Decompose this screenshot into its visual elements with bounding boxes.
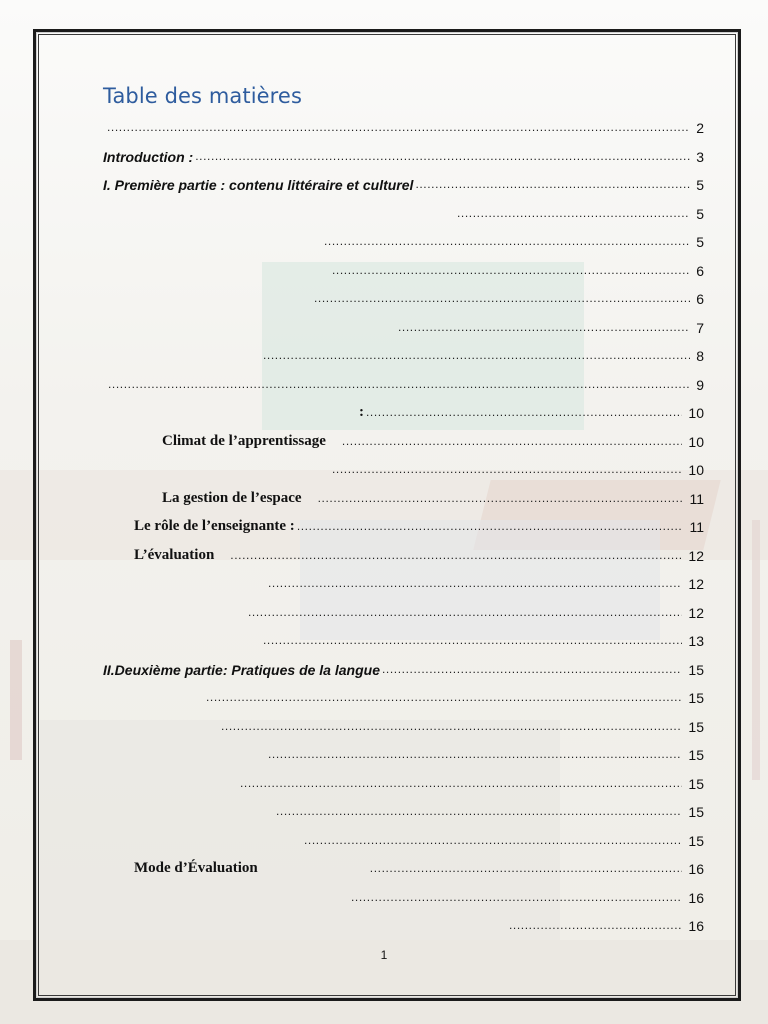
- toc-entry[interactable]: [322, 230, 704, 250]
- toc-entry-mode-evaluation[interactable]: Mode d’Évaluation ..... 16: [134, 857, 704, 877]
- toc-entry[interactable]: [302, 829, 704, 849]
- dot-leader: [248, 605, 682, 621]
- toc-page-number: 3: [696, 149, 704, 165]
- toc-entry[interactable]: [507, 914, 704, 934]
- toc-entry[interactable]: [330, 458, 704, 478]
- toc-page-number: 11: [689, 491, 704, 507]
- dot-leader: [324, 234, 690, 250]
- dot-leader: [108, 377, 690, 393]
- toc-page-number: 9: [696, 377, 704, 393]
- toc-title: Table des matières: [103, 84, 302, 108]
- toc-page-number: 15: [688, 776, 704, 792]
- dot-leader: [230, 548, 682, 564]
- dot-leader: [314, 291, 690, 307]
- dot-leader: [276, 804, 682, 820]
- toc-page-number: 2: [696, 120, 704, 136]
- toc-entry-gestion-espace[interactable]: La gestion de l’espace ..... 11: [162, 487, 704, 507]
- toc-entry[interactable]: [330, 259, 704, 279]
- toc-entry[interactable]: [349, 886, 704, 906]
- toc-entry[interactable]: [396, 316, 704, 336]
- toc-page-number: 6: [696, 291, 704, 307]
- toc-entry[interactable]: [455, 202, 704, 222]
- toc-entry[interactable]: [106, 373, 704, 393]
- toc-page-number: 6: [696, 263, 704, 279]
- toc-entry-role-enseignante[interactable]: Le rôle de l’enseignante : ..... 11: [134, 515, 704, 535]
- toc-page-number: 15: [688, 662, 704, 678]
- toc-page-number: 15: [688, 833, 704, 849]
- dot-leader: [263, 348, 690, 364]
- dot-leader: [206, 690, 682, 706]
- dot-leader: [268, 747, 682, 763]
- toc-page-number: 13: [688, 633, 704, 649]
- dot-leader: [382, 662, 682, 678]
- toc-entry-introduction[interactable]: Introduction : ..... 3: [103, 145, 704, 165]
- toc-page-number: 12: [688, 576, 704, 592]
- dot-leader: [221, 719, 682, 735]
- toc-page-number: 8: [696, 348, 704, 364]
- toc-page-number: 12: [688, 548, 704, 564]
- toc-page-number: 16: [688, 890, 704, 906]
- toc-page-number: 11: [689, 519, 704, 535]
- toc-page-number: 15: [688, 719, 704, 735]
- dot-leader: [297, 519, 684, 535]
- dot-leader: [366, 405, 682, 421]
- dot-leader: [351, 890, 682, 906]
- toc-entry-part-one[interactable]: I. Première partie : contenu littéraire et culturel ..... 5: [103, 173, 704, 193]
- page-footer-number: 1: [380, 948, 388, 962]
- toc-entry-climat[interactable]: Climat de l’apprentissage ..... 10: [162, 430, 704, 450]
- dot-leader: [263, 633, 682, 649]
- toc-page-number: 16: [688, 861, 704, 877]
- toc-entry[interactable]: [238, 772, 704, 792]
- toc-page-number: 5: [696, 206, 704, 222]
- dot-leader: [268, 576, 682, 592]
- toc-page-number: 10: [688, 462, 704, 478]
- toc-page-number: 5: [696, 234, 704, 250]
- dot-leader: [318, 491, 684, 507]
- toc-page-number: 10: [688, 434, 704, 450]
- dot-leader: [240, 776, 682, 792]
- dot-leader: [398, 320, 690, 336]
- toc-page-number: 10: [688, 405, 704, 421]
- toc-entry[interactable]: [266, 572, 704, 592]
- dot-leader: [509, 918, 682, 934]
- toc-entry-evaluation[interactable]: L’évaluation ..... 12: [134, 544, 704, 564]
- toc-page-number: 15: [688, 804, 704, 820]
- toc-page-number: 16: [688, 918, 704, 934]
- toc-page-number: 5: [696, 177, 704, 193]
- toc-page-number: 7: [696, 320, 704, 336]
- toc-entry[interactable]: [246, 601, 704, 621]
- toc-entry[interactable]: [312, 287, 704, 307]
- toc-entry[interactable]: [266, 743, 704, 763]
- toc-entry[interactable]: [105, 116, 704, 136]
- dot-leader: [332, 263, 690, 279]
- dot-leader: [332, 462, 682, 478]
- toc-entry[interactable]: : ..... 10: [359, 401, 704, 421]
- toc-page-number: 15: [688, 747, 704, 763]
- dot-leader: [370, 861, 683, 877]
- toc-page-number: 15: [688, 690, 704, 706]
- toc-entry[interactable]: [219, 715, 704, 735]
- dot-leader: [342, 434, 683, 450]
- toc-entry[interactable]: [261, 629, 704, 649]
- dot-leader: [457, 206, 690, 222]
- dot-leader: [107, 120, 690, 136]
- dot-leader: [195, 149, 690, 165]
- dot-leader: [415, 177, 690, 193]
- toc-entry-part-two[interactable]: II.Deuxième partie: Pratiques de la langue ..... 15: [103, 658, 704, 678]
- dot-leader: [304, 833, 682, 849]
- toc-entry[interactable]: [261, 344, 704, 364]
- toc-page-number: 12: [688, 605, 704, 621]
- toc-entry[interactable]: [204, 686, 704, 706]
- toc-entry[interactable]: [274, 800, 704, 820]
